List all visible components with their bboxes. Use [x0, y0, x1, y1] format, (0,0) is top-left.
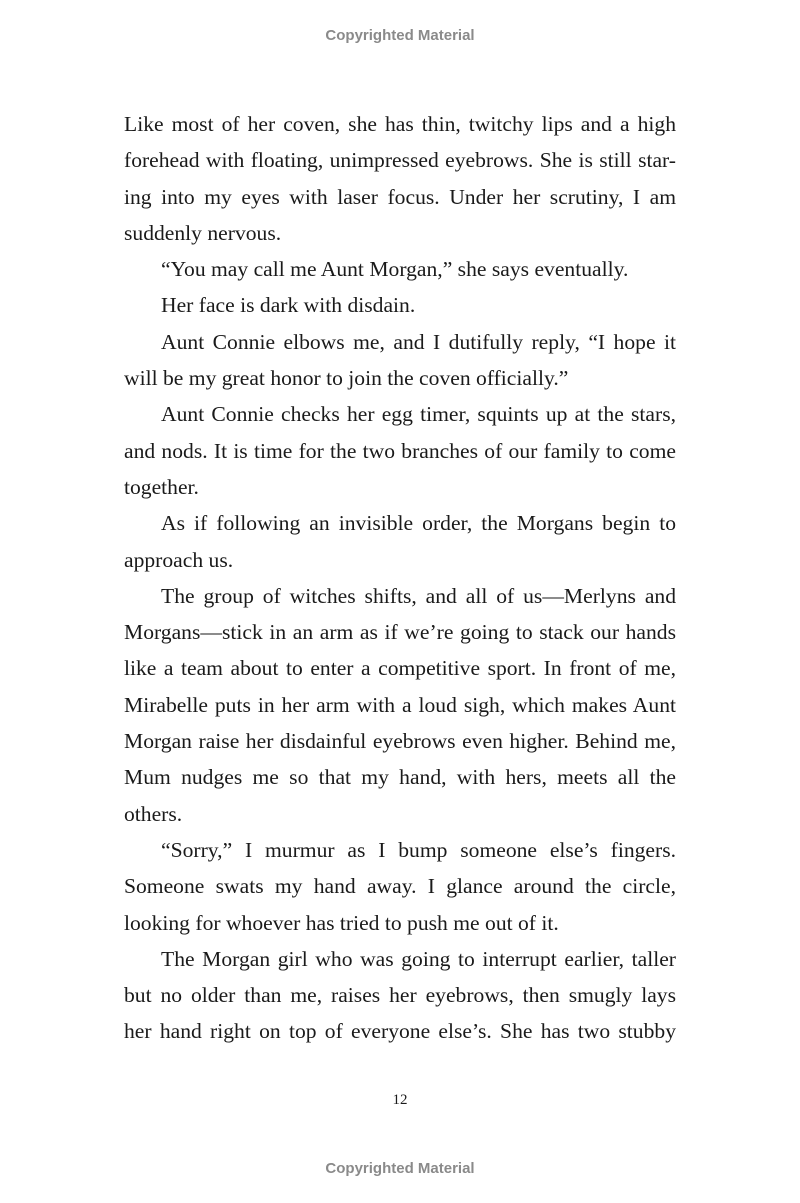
text-line: forehead with floating, unimpressed eyebrows. She is still star-: [124, 148, 676, 173]
text-line: Morgans—stick in an arm as if we’re going to stack our hands: [124, 620, 676, 645]
text-line: Someone swats my hand away. I glance around the circle,: [124, 874, 676, 899]
text-line: her hand right on top of everyone else’s. She has two stubby: [124, 1019, 676, 1044]
page-number: 12: [392, 1092, 408, 1108]
text-line: Mirabelle puts in her arm with a loud sigh, which makes Aunt: [124, 692, 676, 717]
text-line: like a team about to enter a competitive sport. In front of me,: [124, 656, 676, 681]
text-line: Aunt Connie elbows me, and I dutifully reply, “I hope it: [161, 329, 676, 354]
text-line: approach us.: [124, 547, 234, 572]
text-line: but no older than me, raises her eyebrows, then smugly lays: [124, 983, 676, 1008]
text-line: Aunt Connie checks her egg timer, squints up at the stars,: [161, 402, 676, 427]
text-line: others.: [124, 801, 183, 826]
copyright-watermark-bottom: Copyrighted Material: [325, 1160, 475, 1177]
text-line: Her face is dark with disdain.: [161, 293, 416, 318]
text-line: The Morgan girl who was going to interrupt earlier, taller: [161, 946, 676, 971]
text-line: Morgan raise her disdainful eyebrows even higher. Behind me,: [124, 729, 676, 754]
text-line: The group of witches shifts, and all of us—Merlyns and: [161, 583, 676, 608]
text-line: and nods. It is time for the two branches of our family to come: [124, 438, 676, 463]
text-line: Like most of her coven, she has thin, twitchy lips and a high: [124, 112, 676, 136]
text-line: together.: [124, 474, 199, 499]
text-line: ing into my eyes with laser focus. Under her scrutiny, I am: [124, 184, 676, 209]
copyright-watermark-top: Copyrighted Material: [325, 27, 475, 44]
text-line: Mum nudges me so that my hand, with hers, meets all the: [124, 765, 676, 790]
text-line: “You may call me Aunt Morgan,” she says eventually.: [161, 257, 629, 282]
text-line: suddenly nervous.: [124, 220, 282, 245]
text-line: “Sorry,” I murmur as I bump someone else’s fingers.: [161, 837, 676, 862]
text-line: looking for whoever has tried to push me out of it.: [124, 910, 559, 935]
body-text: [124, 106, 676, 1050]
text-line: As if following an invisible order, the Morgans begin to: [161, 511, 676, 536]
text-line: will be my great honor to join the coven officially.”: [124, 366, 569, 391]
